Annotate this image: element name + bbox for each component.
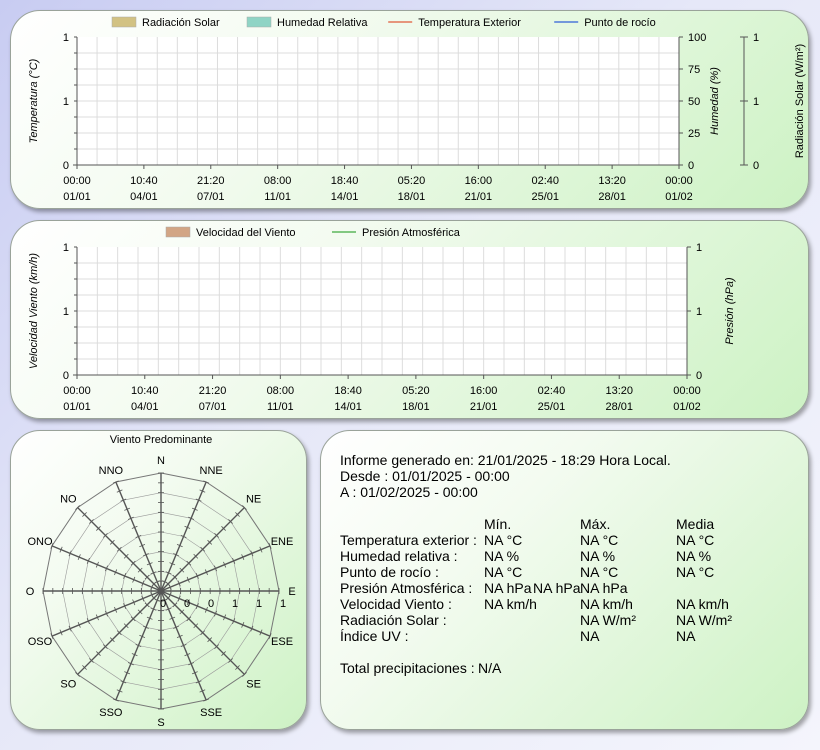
row-min-temperature: NA °C xyxy=(484,532,523,548)
wind-rose-radial-label: 1 xyxy=(231,598,239,610)
right-axis-tick-label: 50 xyxy=(688,96,701,108)
x-axis-date-label: 28/01 xyxy=(605,401,633,413)
wind-rose-chart xyxy=(11,431,308,731)
x-axis-time-label: 10:40 xyxy=(131,385,159,397)
wind-pressure-chart xyxy=(11,221,810,420)
x-axis-date-label: 25/01 xyxy=(531,191,559,203)
far-right-axis-tick-label: 0 xyxy=(753,160,760,172)
far-right-axis-tick-label: 1 xyxy=(753,96,760,108)
left-axis-tick-label: 1 xyxy=(62,306,69,318)
wind-rose-direction-label: E xyxy=(288,586,296,598)
x-axis-date-label: 04/01 xyxy=(131,401,159,413)
x-axis-time-label: 08:00 xyxy=(263,175,292,187)
right-axis-title: Humedad (%) xyxy=(709,67,721,135)
legend-label: Punto de rocío xyxy=(584,17,656,29)
legend-swatch xyxy=(166,227,190,237)
legend-label: Temperatura Exterior xyxy=(418,17,521,29)
legend-swatch xyxy=(247,17,271,27)
legend-label: Radiación Solar xyxy=(142,17,220,29)
row-min-humidity: NA % xyxy=(484,548,520,564)
x-axis-date-label: 01/01 xyxy=(63,191,91,203)
row-avg-humidity: NA % xyxy=(676,548,712,564)
wind-rose-radial-label: 0 xyxy=(159,598,167,610)
x-axis-date-label: 07/01 xyxy=(198,401,227,413)
wind-rose-direction-label: NE xyxy=(245,493,262,506)
report-from: Desde : 01/01/2025 - 00:00 xyxy=(340,468,510,484)
precip-label: Total precipitaciones : xyxy=(340,660,475,676)
x-axis-time-label: 00:00 xyxy=(63,385,91,397)
x-axis-time-label: 16:00 xyxy=(464,175,493,187)
row-avg-solar: NA W/m² xyxy=(676,612,732,628)
x-axis-date-label: 18/01 xyxy=(402,401,430,413)
row-label-solar: Radiación Solar : xyxy=(340,612,447,628)
row-avg-pressure: NA hPa xyxy=(580,580,628,596)
x-axis-time-label: 13:20 xyxy=(598,175,626,187)
chart-panel-wind-pressure xyxy=(10,220,809,419)
wind-rose-direction-label: NNO xyxy=(98,464,124,477)
row-avg-uv: NA xyxy=(676,628,696,644)
legend-label: Presión Atmosférica xyxy=(362,227,460,239)
row-max-uv: NA xyxy=(580,628,600,644)
left-axis-tick-label: 0 xyxy=(62,370,69,382)
row-max-pressure: NA hPa xyxy=(533,580,581,596)
row-label-wind: Velocidad Viento : xyxy=(340,596,452,612)
report-generated: Informe generado en: 21/01/2025 - 18:29 Hora Local. xyxy=(340,452,671,468)
row-avg-wind: NA km/h xyxy=(676,596,729,612)
wind-rose-direction-label: ENE xyxy=(270,535,294,548)
x-axis-time-label: 13:20 xyxy=(605,385,633,397)
wind-rose-direction-label: ESE xyxy=(271,636,294,649)
header-avg: Media xyxy=(676,516,715,532)
row-avg-temperature: NA °C xyxy=(676,532,715,548)
precip-value: N/A xyxy=(478,660,502,676)
row-label-pressure: Presión Atmosférica : xyxy=(340,580,473,596)
x-axis-time-label: 18:40 xyxy=(334,385,362,397)
x-axis-date-label: 07/01 xyxy=(197,191,225,203)
row-max-solar: NA W/m² xyxy=(580,612,636,628)
x-axis-date-label: 11/01 xyxy=(266,401,294,413)
x-axis-time-label: 10:40 xyxy=(130,175,158,187)
x-axis-time-label: 00:00 xyxy=(673,385,701,397)
wind-rose-radial-label: 1 xyxy=(279,598,287,610)
left-axis-title: Velocidad Viento (km/h) xyxy=(28,252,40,370)
left-axis-title: Temperatura (°C) xyxy=(28,58,40,144)
wind-rose-radial-label: 0 xyxy=(207,598,215,610)
row-min-pressure: NA hPa xyxy=(484,580,532,596)
wind-rose-direction-label: OSO xyxy=(27,636,53,649)
x-axis-date-label: 11/01 xyxy=(264,191,292,203)
x-axis-time-label: 02:40 xyxy=(537,385,566,397)
x-axis-time-label: 00:00 xyxy=(63,175,91,187)
x-axis-date-label: 01/01 xyxy=(63,401,91,413)
right-axis-tick-label: 1 xyxy=(696,242,703,254)
row-avg-dewpoint: NA °C xyxy=(676,564,715,580)
wind-rose-radial-label: 1 xyxy=(255,598,263,610)
row-label-humidity: Humedad relativa : xyxy=(340,548,458,564)
wind-rose-direction-label: SSE xyxy=(200,707,223,720)
legend-label: Velocidad del Viento xyxy=(196,227,296,239)
wind-rose-radial-label: 0 xyxy=(183,598,191,610)
row-min-dewpoint: NA °C xyxy=(484,564,523,580)
x-axis-time-label: 02:40 xyxy=(531,175,559,187)
x-axis-time-label: 05:20 xyxy=(397,175,426,187)
report-to: A : 01/02/2025 - 00:00 xyxy=(340,484,478,500)
wind-rose-direction-label: N xyxy=(157,455,165,467)
right-axis-title: Presión (hPa) xyxy=(724,277,736,345)
x-axis-date-label: 14/01 xyxy=(334,401,362,413)
report-panel xyxy=(320,430,809,730)
x-axis-time-label: 05:20 xyxy=(402,385,430,397)
x-axis-date-label: 28/01 xyxy=(598,191,626,203)
row-max-temperature: NA °C xyxy=(580,532,619,548)
x-axis-time-label: 21:20 xyxy=(197,175,225,187)
left-axis-tick-label: 0 xyxy=(62,160,69,172)
x-axis-time-label: 16:00 xyxy=(469,385,498,397)
left-axis-tick-label: 1 xyxy=(62,32,69,44)
x-axis-date-label: 18/01 xyxy=(397,191,426,203)
header-min: Mín. xyxy=(484,516,512,532)
x-axis-time-label: 18:40 xyxy=(330,175,359,187)
x-axis-date-label: 25/01 xyxy=(537,401,566,413)
row-max-wind: NA km/h xyxy=(580,596,633,612)
wind-rose-direction-label: ONO xyxy=(27,535,53,548)
chart-panel-temperature xyxy=(10,10,809,209)
row-label-uv: Índice UV : xyxy=(340,628,409,644)
x-axis-date-label: 21/01 xyxy=(464,191,493,203)
x-axis-date-label: 21/01 xyxy=(469,401,498,413)
right-axis-tick-label: 100 xyxy=(688,32,707,44)
wind-rose-title: Viento Predominante xyxy=(109,434,213,446)
x-axis-date-label: 14/01 xyxy=(330,191,359,203)
left-axis-tick-label: 1 xyxy=(62,242,69,254)
left-axis-tick-label: 1 xyxy=(62,96,69,108)
wind-rose-direction-label: SSO xyxy=(99,707,123,720)
legend-label: Humedad Relativa xyxy=(277,17,368,29)
temperature-humidity-chart xyxy=(11,11,810,210)
row-max-dewpoint: NA °C xyxy=(580,564,619,580)
legend-swatch xyxy=(112,17,136,27)
right-axis-tick-label: 0 xyxy=(696,370,703,382)
row-min-wind: NA km/h xyxy=(484,596,537,612)
wind-rose-direction-label: S xyxy=(157,717,165,729)
far-right-axis-title: Radiación Solar (W/m²) xyxy=(794,43,806,159)
wind-rose-direction-label: NNE xyxy=(199,464,223,477)
x-axis-time-label: 00:00 xyxy=(665,175,693,187)
row-label-temperature: Temperatura exterior : xyxy=(340,532,477,548)
row-label-dewpoint: Punto de rocío : xyxy=(340,564,439,580)
wind-rose-panel xyxy=(10,430,307,730)
row-max-humidity: NA % xyxy=(580,548,616,564)
x-axis-time-label: 08:00 xyxy=(266,385,295,397)
far-right-axis-tick-label: 1 xyxy=(753,32,760,44)
right-axis-tick-label: 0 xyxy=(688,160,695,172)
x-axis-date-label: 04/01 xyxy=(130,191,158,203)
x-axis-date-label: 01/02 xyxy=(665,191,693,203)
right-axis-tick-label: 75 xyxy=(688,64,701,76)
header-max: Máx. xyxy=(580,516,611,532)
right-axis-tick-label: 1 xyxy=(696,306,703,318)
x-axis-time-label: 21:20 xyxy=(198,385,227,397)
wind-rose-direction-label: SE xyxy=(246,678,261,691)
wind-rose-direction-label: NO xyxy=(60,493,77,506)
right-axis-tick-label: 25 xyxy=(688,128,701,140)
wind-rose-direction-label: SO xyxy=(60,678,77,691)
wind-rose-direction-label: O xyxy=(25,586,35,598)
x-axis-date-label: 01/02 xyxy=(673,401,701,413)
wind-rose-center xyxy=(158,588,164,594)
